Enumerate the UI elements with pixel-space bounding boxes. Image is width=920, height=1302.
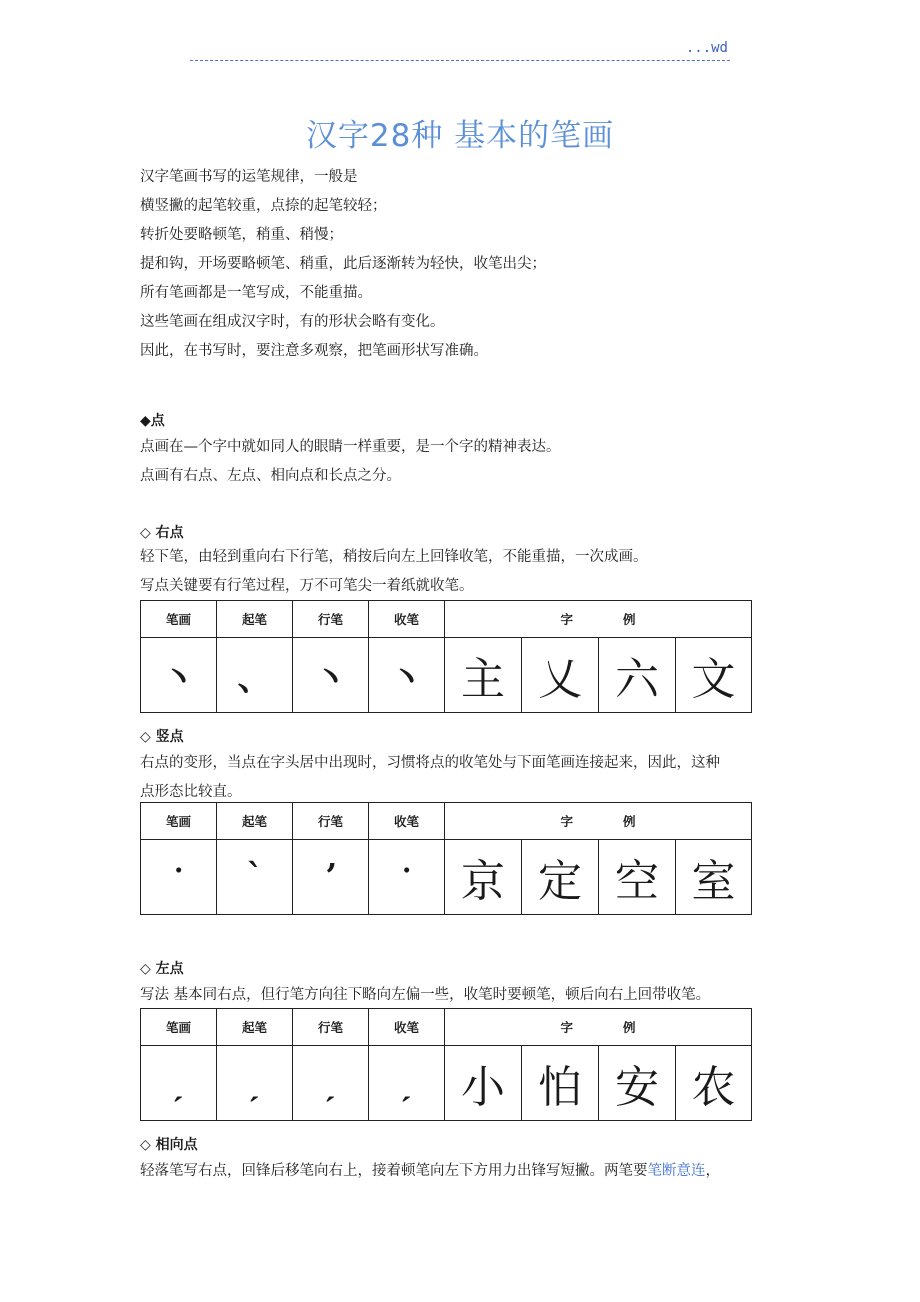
vertical-dot-table [140,802,752,915]
example-char: 主 [445,638,522,713]
intro-line: 横竖撇的起笔较重，点捺的起笔较轻； [140,198,387,214]
header-move: 行笔 [293,1009,369,1046]
facing-dot-heading: ◇ 相向点 [140,1137,198,1153]
vertical-dot-line: 点形态比较直。 [140,784,242,800]
example-char: 文 [676,638,752,713]
stroke-finish-cell: ॱ [369,840,445,915]
intro-paragraph [140,166,546,369]
stroke-break-link[interactable]: 笔断意连 [647,1163,706,1179]
header-start: 起笔 [217,1009,293,1046]
header-finish: 收笔 [369,1009,445,1046]
left-dot-heading: ◇ 左点 [140,961,184,977]
vertical-dot-heading: ◇ 竖点 [140,729,184,745]
right-dot-table [140,600,752,713]
header-start: 起笔 [217,601,293,638]
header-mark-text: ...wd [685,40,728,56]
header-rule [190,40,730,61]
example-char: 小 [445,1046,522,1121]
facing-dot-line [140,1160,800,1189]
stroke-cell: 丶 [141,638,217,713]
left-dot-line: 写法 基本同右点，但行笔方向往下略向左偏一些，收笔时要顿笔，顿后向右上回带收笔。 [140,987,711,1003]
header-stroke: 笔画 [141,1009,217,1046]
example-char: 室 [676,840,752,915]
header-move: 行笔 [293,803,369,840]
header-examples: 字 例 [445,803,752,840]
intro-line: 因此，在书写时，要注意多观察，把笔画形状写准确。 [140,343,488,359]
facing-dot-line-prefix: 轻落笔写右点，回锋后移笔向右上，接着顿笔向左下方用力出锋写短撇。两笔要 [140,1163,648,1179]
example-char: 京 [445,840,522,915]
stroke-cell: ˏ [141,1046,217,1121]
header-start: 起笔 [217,803,293,840]
dot-line: 点画有右点、左点、相向点和长点之分。 [140,468,401,484]
dot-section-heading: ◆点 [140,413,165,429]
stroke-move-cell: 丶 [293,638,369,713]
stroke-cell: ॱ [141,840,217,915]
example-char: 农 [676,1046,752,1121]
right-dot-heading: ◇ 右点 [140,525,184,541]
header-finish: 收笔 [369,803,445,840]
example-char: 乂 [522,638,599,713]
example-char: 六 [599,638,676,713]
example-char: 怕 [522,1046,599,1121]
right-dot-line: 轻下笔，由轻到重向右下行笔，稍按后向左上回锋收笔，不能重描，一次成画。 [140,549,648,565]
intro-line: 这些笔画在组成汉字时，有的形状会略有变化。 [140,314,445,330]
left-dot-table [140,1008,752,1121]
stroke-move-cell: ʼ [293,840,369,915]
header-move: 行笔 [293,601,369,638]
header-examples: 字 例 [445,1009,752,1046]
right-dot-text [140,546,785,604]
facing-dot-line-suffix: ， [705,1163,720,1179]
stroke-finish-cell: ˏ [369,1046,445,1121]
facing-dot-text [140,1160,800,1189]
stroke-start-cell: ˋ [217,840,293,915]
stroke-move-cell: ˏ [293,1046,369,1121]
header-stroke: 笔画 [141,601,217,638]
example-char: 安 [599,1046,676,1121]
example-char: 空 [599,840,676,915]
dot-line: 点画在—个字中就如同人的眼睛一样重要，是一个字的精神表达。 [140,439,561,455]
stroke-start-cell: 、 [217,638,293,713]
intro-line: 汉字笔画书写的运笔规律，一般是 [140,169,358,185]
example-char: 定 [522,840,599,915]
header-finish: 收笔 [369,601,445,638]
header-stroke: 笔画 [141,803,217,840]
header-examples: 字 例 [445,601,752,638]
vertical-dot-line: 右点的变形，当点在字头居中出现时，习惯将点的收笔处与下面笔画连接起来，因此，这种 [140,755,720,771]
page-title: 汉字28种 基本的笔画 [305,118,615,154]
dot-section-text [140,436,785,494]
intro-line: 提和钩，开场要略顿笔、稍重，此后逐渐转为轻快，收笔出尖； [140,256,546,272]
stroke-finish-cell: 丶 [369,638,445,713]
intro-line: 转折处要略顿笔，稍重、稍慢； [140,227,343,243]
intro-line: 所有笔画都是一笔写成，不能重描。 [140,285,372,301]
stroke-start-cell: ˏ [217,1046,293,1121]
right-dot-line: 写点关键要有行笔过程，万不可笔尖一着纸就收笔。 [140,578,474,594]
